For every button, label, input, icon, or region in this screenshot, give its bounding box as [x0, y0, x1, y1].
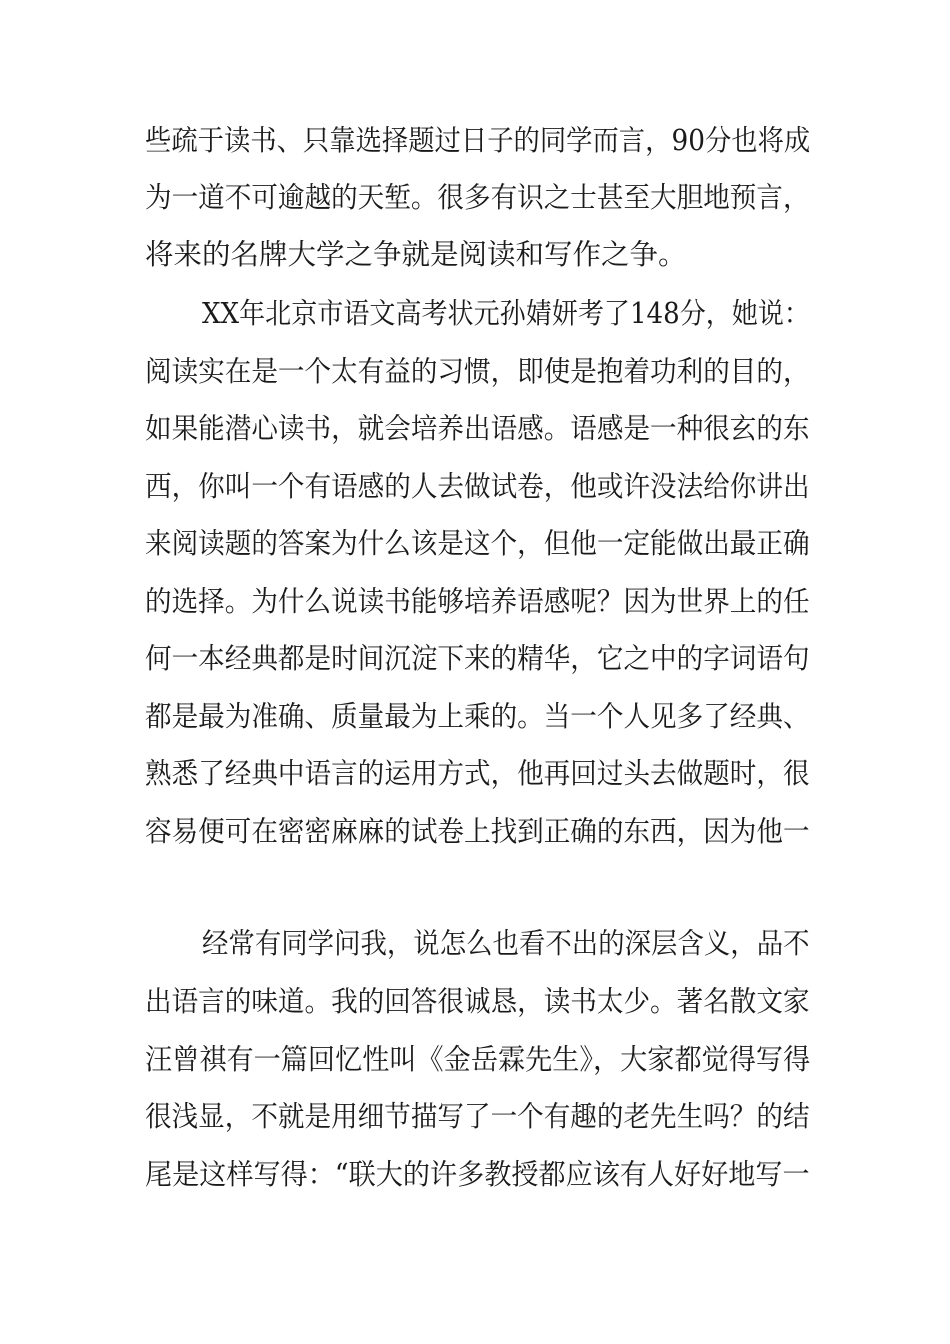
text-line: 何一本经典都是时间沉淀下来的精华，它之中的字词语句 [145, 642, 810, 675]
text-line: 西，你叫一个有语感的人去做试卷，他或许没法给你讲出 [145, 470, 810, 503]
text-line-indented: 经常有同学问我，说怎么也看不出的深层含义，品不 [202, 927, 810, 960]
text-line: 为一道不可逾越的天堑。很多有识之士甚至大胆地预言， [145, 181, 810, 214]
text-line: 都是最为准确、质量最为上乘的。当一个人见多了经典、 [145, 700, 810, 733]
text-line: 将来的名牌大学之争就是阅读和写作之争。 [145, 238, 687, 271]
text-line: 汪曾祺有一篇回忆性叫《金岳霖先生》，大家都觉得写得 [145, 1043, 811, 1076]
text-line: 熟悉了经典中语言的运用方式，他再回过头去做题时，很 [145, 757, 810, 790]
text-line: 些疏于读书、只靠选择题过日子的同学而言，90分也将成 [145, 124, 811, 157]
text-line: 如果能潜心读书，就会培养出语感。语感是一种很玄的东 [145, 412, 810, 445]
text-line: 出语言的味道。我的回答很诚恳，读书太少。著名散文家 [145, 985, 810, 1018]
text-line: 来阅读题的答案为什么该是这个，但他一定能做出最正确 [145, 527, 810, 560]
text-line: 阅读实在是一个太有益的习惯，即使是抱着功利的目的， [145, 355, 810, 388]
text-line: 的选择。为什么说读书能够培养语感呢？因为世界上的任 [145, 585, 810, 618]
text-line: 容易便可在密密麻麻的试卷上找到正确的东西，因为他一 [145, 815, 810, 848]
text-line-indented: XX年北京市语文高考状元孙婧妍考了148分，她说： [202, 297, 810, 330]
text-line: 尾是这样写得：“联大的许多教授都应该有人好好地写一 [145, 1158, 810, 1191]
text-line: 很浅显，不就是用细节描写了一个有趣的老先生吗？的结 [145, 1100, 810, 1133]
